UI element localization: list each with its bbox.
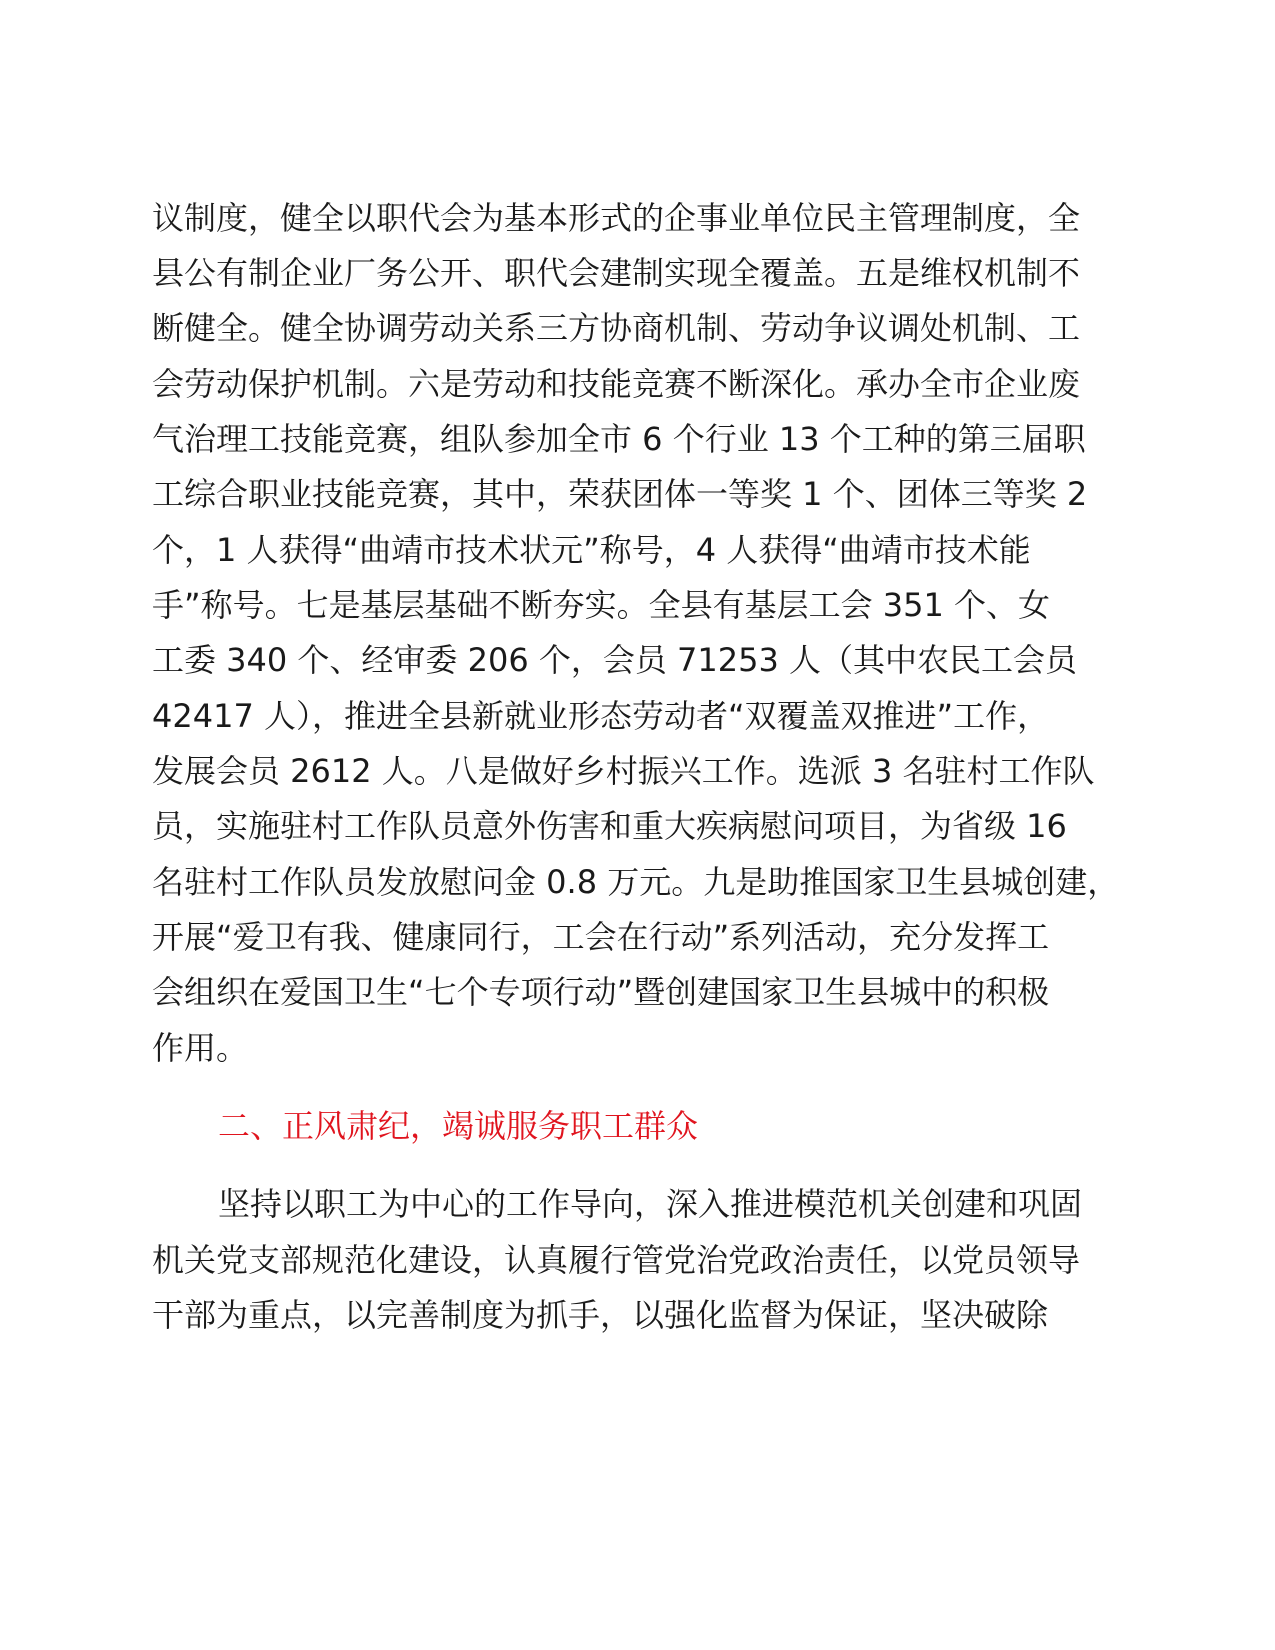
paragraph-line: 机关党支部规范化建设，认真履行管党治党政治责任，以党员领导: [152, 1241, 1081, 1279]
paragraph-line: 个，1 人获得“曲靖市技术状元”称号，4 人获得“曲靖市技术能: [152, 531, 1031, 569]
paragraph-line: 手”称号。七是基层基础不断夯实。全县有基层工会 351 个、女: [152, 586, 1051, 624]
paragraph-line: 气治理工技能竞赛，组队参加全市 6 个行业 13 个工种的第三届职: [152, 420, 1086, 458]
paragraph-line: 名驻村工作队员发放慰问金 0.8 万元。九是助推国家卫生县城创建，: [152, 863, 1120, 901]
paragraph-line: 断健全。健全协调劳动关系三方协商机制、劳动争议调处机制、工: [152, 309, 1081, 347]
paragraph-line: 县公有制企业厂务公开、职代会建制实现全覆盖。五是维权机制不: [152, 254, 1081, 292]
paragraph-line: 发展会员 2612 人。八是做好乡村振兴工作。选派 3 名驻村工作队: [152, 752, 1095, 790]
paragraph-line: 坚持以职工为中心的工作导向，深入推进模范机关创建和巩固: [218, 1185, 1083, 1223]
paragraph-line: 开展“爱卫有我、健康同行，工会在行动”系列活动，充分发挥工: [152, 918, 1050, 956]
paragraph-line: 干部为重点，以完善制度为抓手，以强化监督为保证，坚决破除: [152, 1296, 1049, 1334]
section-heading: 二、正风肃纪，竭诚服务职工群众: [218, 1107, 699, 1145]
paragraph-line: 会劳动保护机制。六是劳动和技能竞赛不断深化。承办全市企业废: [152, 365, 1081, 403]
paragraph-line: 议制度，健全以职代会为基本形式的企事业单位民主管理制度，全: [152, 199, 1081, 237]
paragraph-line: 会组织在爱国卫生“七个专项行动”暨创建国家卫生县城中的积极: [152, 973, 1050, 1011]
paragraph-line: 作用。: [152, 1029, 249, 1067]
paragraph-line: 42417 人），推进全县新就业形态劳动者“双覆盖双推进”工作，: [152, 697, 1050, 735]
paragraph-line: 工委 340 个、经审委 206 个，会员 71253 人（其中农民工会员: [152, 641, 1077, 679]
paragraph-line: 员，实施驻村工作队员意外伤害和重大疾病慰问项目，为省级 16: [152, 807, 1067, 845]
paragraph-line: 工综合职业技能竞赛，其中，荣获团体一等奖 1 个、团体三等奖 2: [152, 475, 1088, 513]
